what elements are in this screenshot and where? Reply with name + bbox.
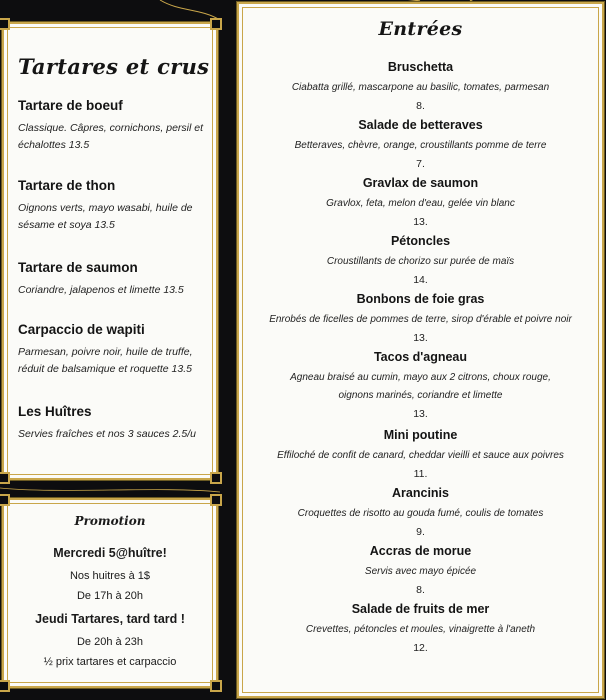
item-description: Enrobés de ficelles de pommes de terre, sirop d'érable et poivre noir — [269, 314, 572, 325]
item-price: 13. — [413, 408, 428, 420]
item-description: Crevettes, pétoncles et moules, vinaigrette à l'aneth — [305, 624, 536, 635]
item-description: Croquettes de risotto au gouda fumé, coulis de tomates — [297, 508, 544, 519]
item-description: oignons marinés, coriandre et limette — [338, 390, 503, 401]
item-name: Tacos d'agneau — [373, 350, 468, 364]
item-description: Croustillants de chorizo sur purée de maïs — [326, 256, 515, 267]
item-name: Arancinis — [392, 486, 449, 500]
promo-line: De 20h à 23h — [76, 636, 144, 648]
item-description: Ciabatta grillé, mascarpone au basilic, tomates, parmesan — [291, 82, 550, 93]
item-price: 9. — [416, 526, 425, 538]
item-description: Agneau braisé au cumin, mayo aux 2 citrons, choux rouge, — [290, 372, 551, 383]
item-description: Classique. Câpres, cornichons, persil et échalottes 13.5 — [18, 122, 204, 151]
tartares-panel — [2, 22, 218, 480]
promo-headline: Jeudi Tartares, tard tard ! — [35, 612, 185, 626]
promo-line: ½ prix tartares et carpaccio — [43, 656, 177, 668]
item-price: 8. — [416, 100, 425, 112]
item-name: Les Huîtres — [18, 404, 92, 419]
item-description: Servies fraîches et nos 3 sauces 2.5/u — [18, 428, 197, 440]
item-name: Bonbons de foie gras — [356, 292, 485, 306]
item-description: Betteraves, chèvre, orange, croustillants pomme de terre — [294, 140, 547, 151]
item-price: 13. — [413, 216, 428, 228]
item-price: 8. — [416, 584, 425, 596]
promotion-title: Promotion — [74, 514, 146, 528]
section-title-tartares: Tartares et crus — [18, 54, 210, 79]
item-name: Pétoncles — [390, 234, 451, 248]
promotion-panel — [2, 498, 218, 688]
item-price: 7. — [416, 158, 425, 170]
corner-ornament — [0, 472, 10, 484]
item-name: Tartare de saumon — [18, 260, 138, 275]
item-name: Gravlax de saumon — [362, 176, 479, 190]
corner-ornament — [0, 680, 10, 692]
item-description: Servis avec mayo épicée — [364, 566, 477, 577]
corner-ornament — [0, 494, 10, 506]
corner-ornament — [210, 494, 222, 506]
item-price: 11. — [413, 468, 428, 480]
corner-ornament — [0, 18, 10, 30]
item-description: Parmesan, poivre noir, huile de truffe, réduit de balsamique et roquette 13.5 — [18, 346, 193, 375]
item-price: 13. — [413, 332, 428, 344]
item-name: Bruschetta — [387, 60, 454, 74]
item-description: Gravlox, feta, melon d'eau, gelée vin blanc — [326, 198, 515, 209]
promo-line: De 17h à 20h — [76, 590, 144, 602]
item-name: Tartare de thon — [18, 178, 116, 193]
item-description: Oignons verts, mayo wasabi, huile de sésame et soya 13.5 — [18, 202, 193, 231]
item-name: Tartare de boeuf — [18, 98, 123, 113]
item-name: Accras de morue — [369, 544, 472, 558]
entrees-panel — [237, 2, 604, 698]
item-description: Effiloché de confit de canard, cheddar vieilli et sauce aux poivres — [277, 450, 564, 461]
item-name: Carpaccio de wapiti — [18, 322, 145, 337]
corner-ornament — [210, 18, 222, 30]
item-name: Mini poutine — [383, 428, 458, 442]
promo-headline: Mercredi 5@huître! — [53, 546, 167, 560]
corner-ornament — [210, 680, 222, 692]
item-price: 14. — [413, 274, 428, 286]
promo-line: Nos huitres à 1$ — [69, 570, 151, 582]
item-name: Salade de betteraves — [358, 118, 483, 132]
item-description: Coriandre, jalapenos et limette 13.5 — [18, 284, 184, 296]
corner-ornament — [210, 472, 222, 484]
item-price: 12. — [413, 642, 428, 654]
item-name: Salade de fruits de mer — [351, 602, 490, 616]
section-title-entrees: Entrées — [378, 18, 463, 40]
